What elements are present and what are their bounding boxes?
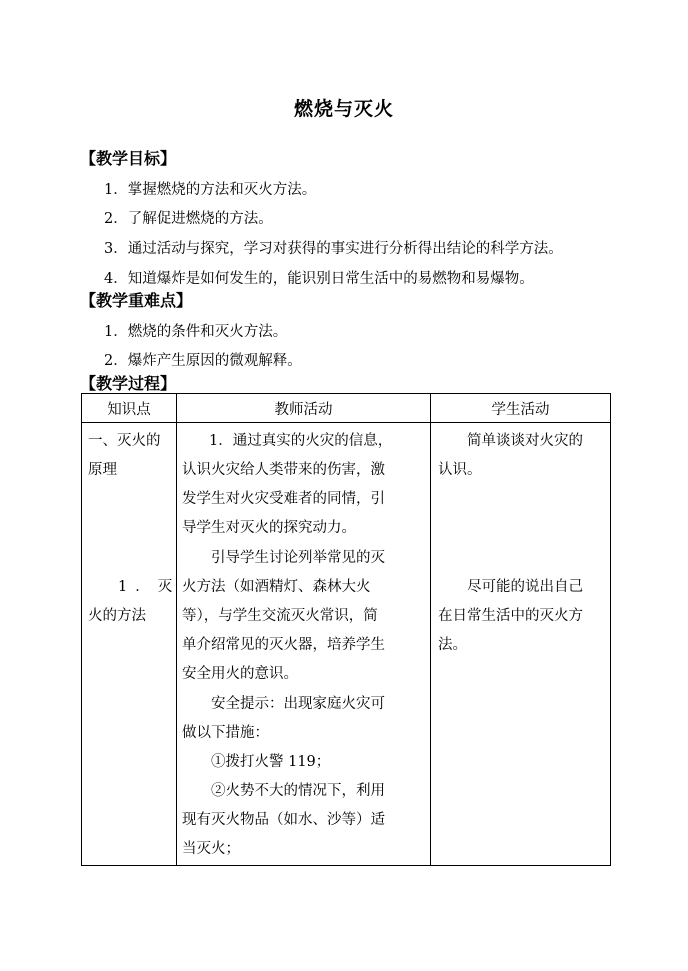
student-line: 尽可能的说出自己 [467,579,583,595]
knowledge-line: 原理 [88,462,117,478]
student-line: 法。 [438,637,467,653]
student-line: 认识。 [438,462,482,478]
lesson-process-table [81,393,611,866]
teacher-line: 等），与学生交流灭火常识，简 [182,608,378,624]
teacher-line: 安全用火的意识。 [182,666,298,682]
teacher-line: 发学生对火灾受难者的同情，引 [182,491,385,507]
column-header-teacher: 教师活动 [177,394,431,423]
objective-item: 1．掌握燃烧的方法和灭火方法。 [104,182,317,198]
teacher-line: 1．通过真实的火灾的信息， [209,433,393,449]
student-line: 在日常生活中的灭火方 [438,608,583,624]
process-heading: 【教学过程】 [80,374,177,393]
student-line: 简单谈谈对火灾的 [467,433,583,449]
teacher-line: 做以下措施： [182,725,269,741]
knowledge-line: 火的方法 [88,608,146,624]
teacher-line: 安全提示：出现家庭火灾可 [211,696,385,712]
column-header-knowledge: 知识点 [82,394,177,423]
teacher-line: ①拨打火警 119； [211,754,331,770]
key-points-heading: 【教学重难点】 [80,291,193,310]
teacher-line: 火方法（如酒精灯、森林大火 [182,579,371,595]
teacher-activity-cell [177,423,431,866]
student-activity-cell [431,423,611,866]
teacher-line: 导学生对灭火的探究动力。 [182,520,356,536]
column-header-student: 学生活动 [431,394,611,423]
teacher-line: ②火势不大的情况下，利用 [211,783,385,799]
knowledge-line: 一、灭火的 [88,433,161,449]
table-header-row [82,394,611,423]
teacher-line: 当灭火； [182,841,240,857]
table-row [82,423,611,866]
key-point-item: 1．燃烧的条件和灭火方法。 [104,324,288,340]
document-title: 燃烧与灭火 [293,98,394,120]
objective-item: 4．知道爆炸是如何发生的，能识别日常生活中的易燃物和易爆物。 [104,271,534,287]
teacher-line: 现有灭火物品（如水、沙等）适 [182,812,385,828]
teacher-line: 引导学生讨论列举常见的灭 [211,550,385,566]
teacher-line: 单介绍常见的灭火器，培养学生 [182,637,385,653]
objective-item: 2．了解促进燃烧的方法。 [104,211,273,227]
knowledge-line: 1．灭 [118,579,181,595]
teacher-line: 认识火灾给人类带来的伤害，激 [182,462,385,478]
key-point-item: 2．爆炸产生原因的微观解释。 [104,353,302,369]
objectives-heading: 【教学目标】 [80,149,177,168]
knowledge-cell [82,423,181,866]
objective-item: 3．通过活动与探究，学习对获得的事实进行分析得出结论的科学方法。 [104,241,563,257]
